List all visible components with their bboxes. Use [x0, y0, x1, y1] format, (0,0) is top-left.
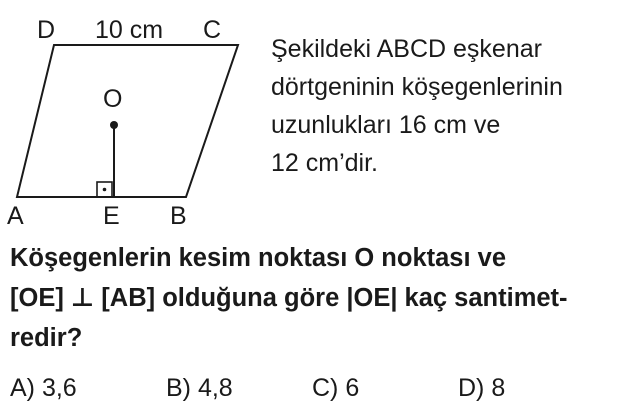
vertex-label-b: B — [170, 202, 187, 230]
option-letter: B) — [166, 374, 191, 402]
point-o — [110, 121, 118, 129]
question-line: [OE] ⊥ [AB] olduğuna göre |OE| kaç santimet- — [10, 284, 568, 312]
vertex-label-c: C — [203, 16, 222, 44]
rhombus-figure — [0, 0, 262, 232]
question-text — [10, 238, 622, 358]
point-label-o: O — [103, 85, 123, 113]
option-b[interactable] — [166, 371, 233, 405]
right-angle-dot — [103, 188, 107, 192]
option-a[interactable] — [10, 371, 77, 405]
rhombus-abcd — [17, 45, 238, 197]
option-value: 6 — [345, 374, 360, 402]
option-value: 8 — [491, 374, 506, 402]
option-letter: C) — [312, 374, 339, 402]
option-c[interactable] — [312, 371, 359, 405]
given-line: uzunlukları 16 cm ve — [271, 111, 501, 139]
given-line: Şekildeki ABCD eşkenar — [271, 35, 542, 63]
option-value: 3,6 — [41, 374, 77, 402]
option-letter: A) — [10, 374, 35, 402]
answer-options — [10, 371, 620, 405]
vertex-label-d: D — [37, 16, 56, 44]
given-line: 12 cm’dir. — [271, 149, 378, 177]
given-line: dörtgeninin köşegenlerinin — [271, 73, 563, 101]
option-letter: D) — [458, 374, 485, 402]
given-statement — [271, 30, 623, 182]
question-line: Köşegenlerin kesim noktası O noktası ve — [10, 244, 507, 272]
side-length-label: 10 cm — [95, 16, 164, 44]
question-line: redir? — [10, 324, 83, 352]
option-value: 4,8 — [197, 374, 233, 402]
vertex-label-a: A — [7, 202, 24, 230]
point-label-e: E — [103, 202, 120, 230]
option-d[interactable] — [458, 371, 505, 405]
